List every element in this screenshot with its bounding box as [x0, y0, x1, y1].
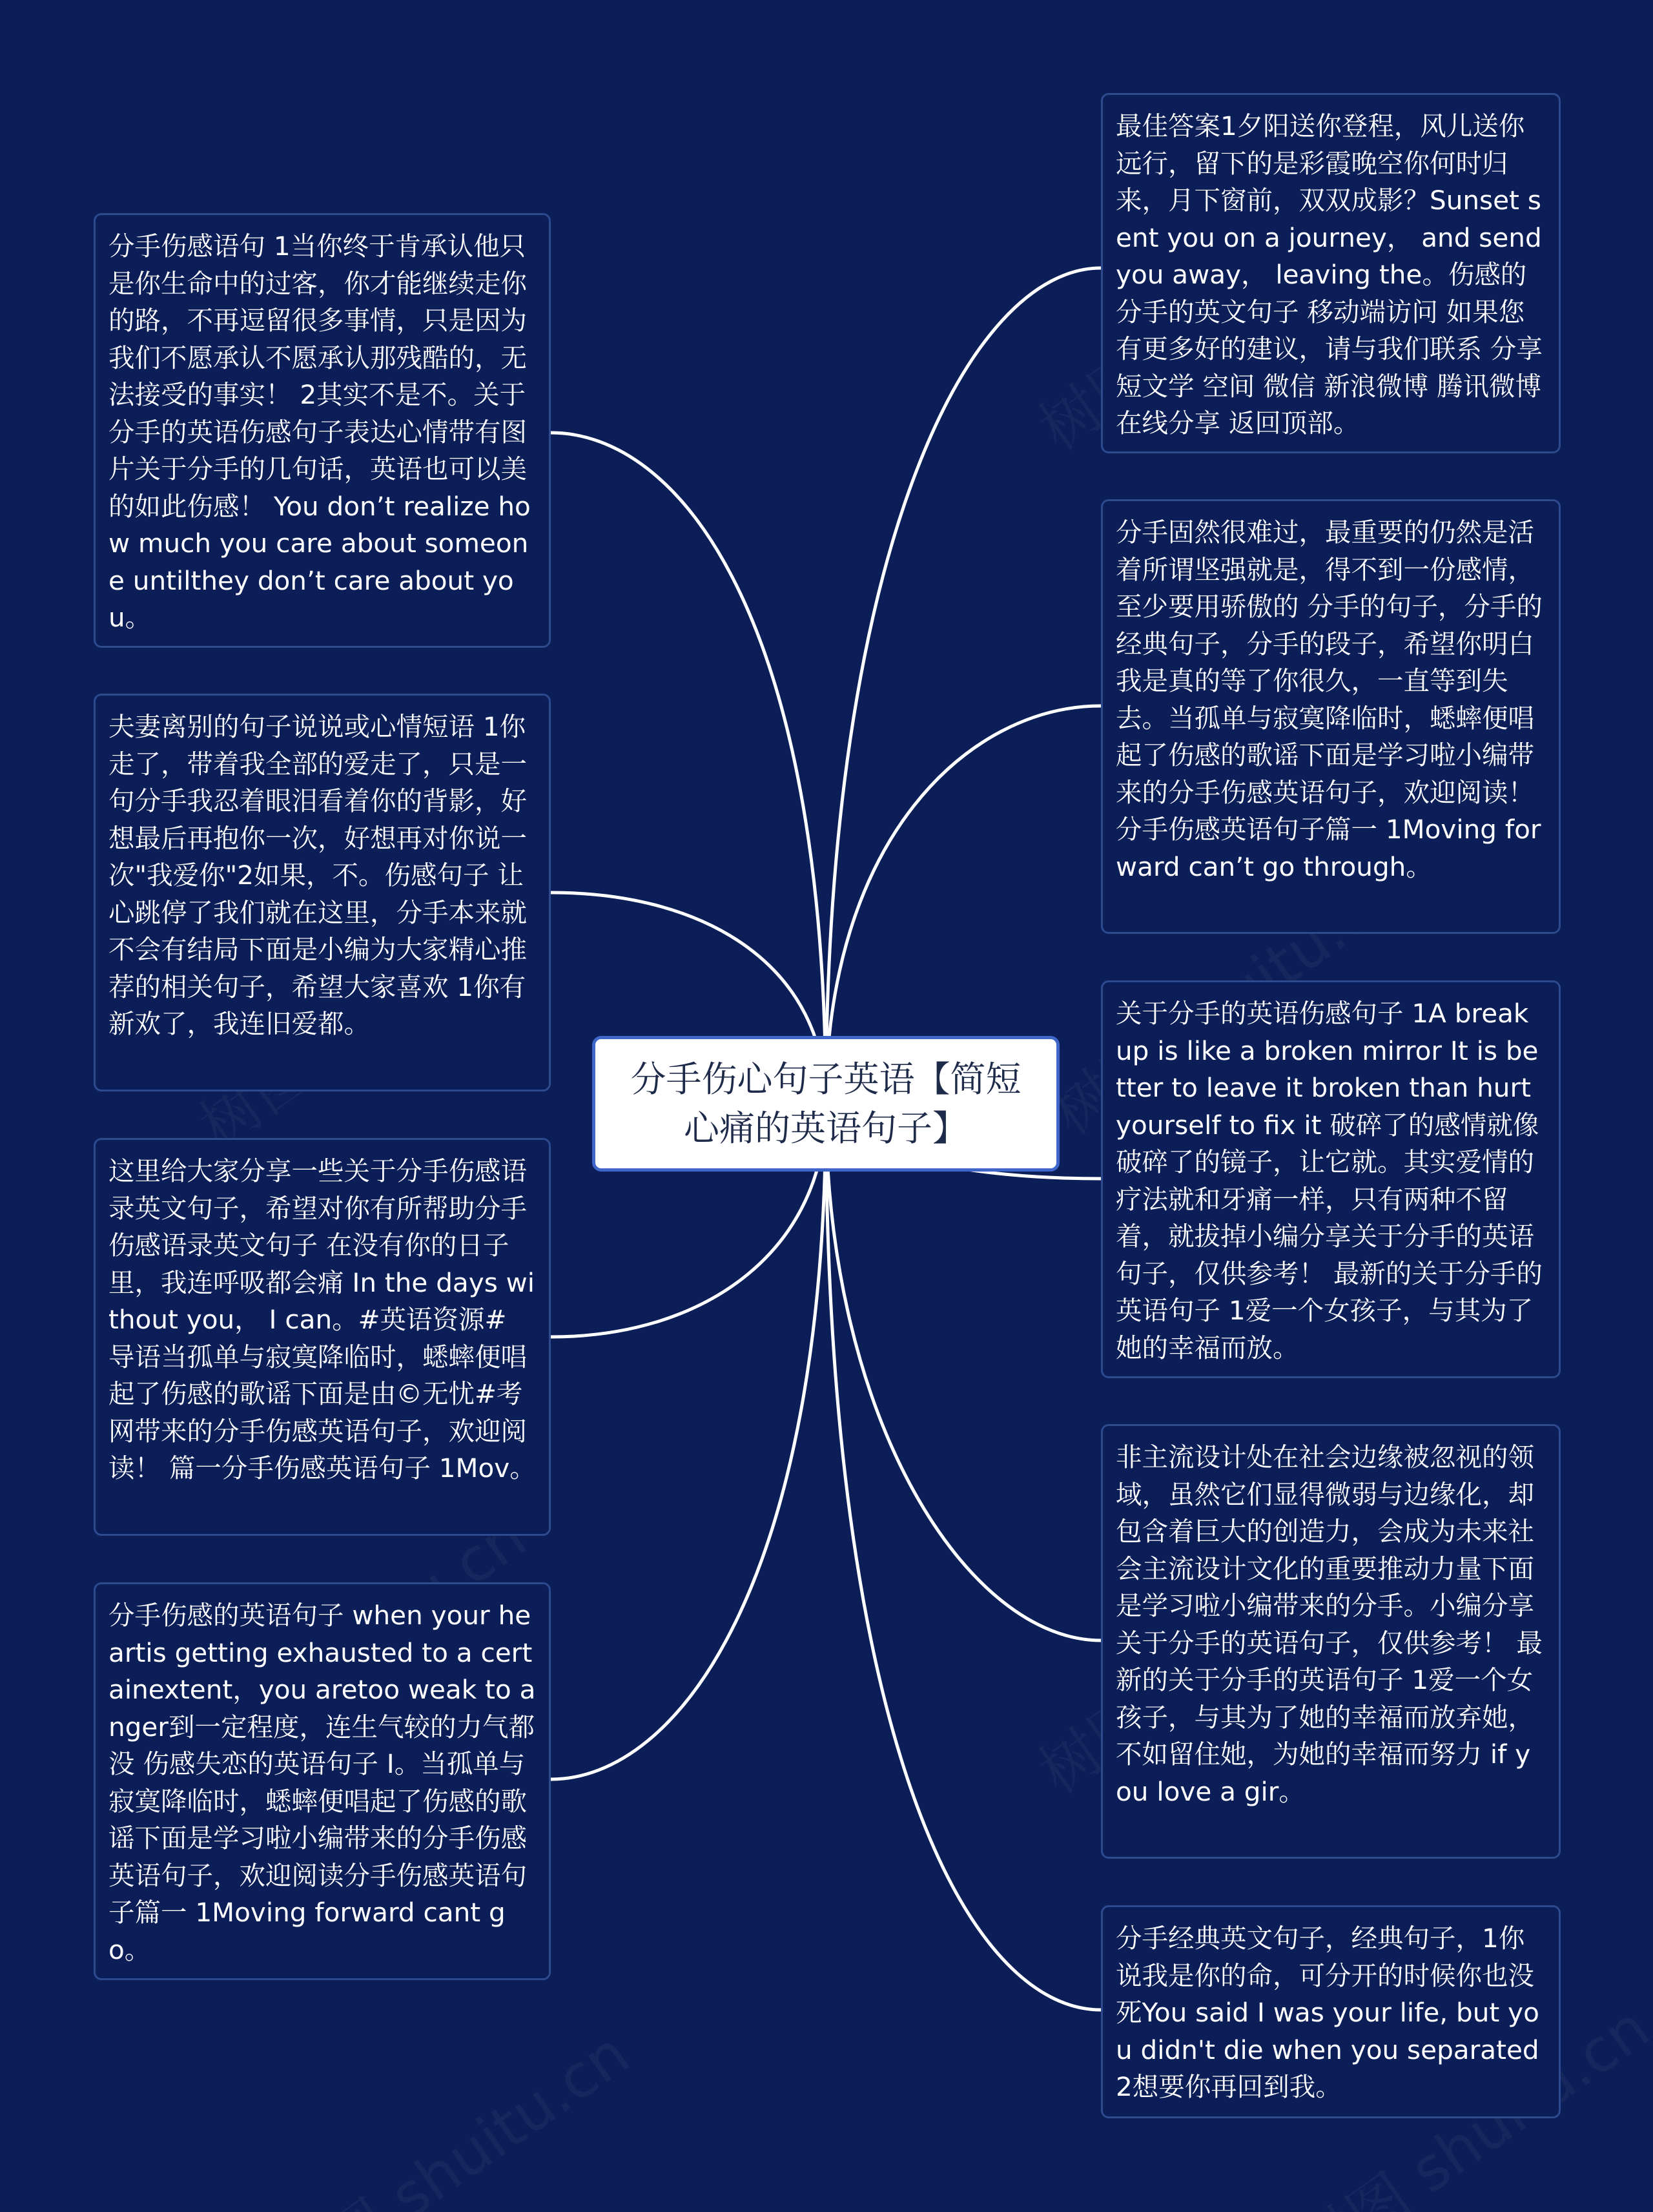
central-topic[interactable]	[592, 1036, 1060, 1172]
topic-node-right-1[interactable]	[1101, 93, 1561, 453]
connector-right-5	[826, 1105, 1101, 2010]
topic-text: 分手伤感的英语句子 when your heartis getting exhausted to a certainextent，you aretoo weak to anger到一定程度，连生气较的力气都没 伤感失恋的英语句子 I。当孤单与寂寞降临时，蟋蟀便唱起了伤感的歌谣下面是学习啦小编带来的分手伤感英语句子，欢迎阅读分手伤感英语句子篇一 1Moving forward cant go。	[108, 1600, 536, 1965]
topic-text: 分手经典英文句子，经典句子，1你说我是你的命，可分开的时候你也没死You said I was your life, but you didn't die when you separated2想要你再回到我。	[1116, 1923, 1539, 2102]
topic-node-right-2[interactable]	[1101, 499, 1561, 934]
topic-node-left-4[interactable]	[94, 1582, 551, 1980]
central-topic-label: 分手伤心句子英语【简短心痛的英语句子】	[630, 1059, 1022, 1149]
topic-text: 最佳答案1夕阳送你登程，风儿送你远行，留下的是彩霞晚空你何时归来，月下窗前，双双成影？Sunset sent you on a journey， and send you away， leaving the。伤感的分手的英文句子 移动端访问 如果您有更多好的建议，请与我们联系 分享短文学 空间 微信 新浪微博 腾讯微博 在线分享 返回顶部。	[1116, 110, 1543, 439]
topic-node-left-1[interactable]	[94, 213, 551, 648]
topic-text: 夫妻离别的句子说说或心情短语 1你走了，带着我全部的爱走了，只是一句分手我忍着眼泪看着你的背影，好想最后再抱你一次，好想再对你说一次"我爱你"2如果，不。伤感句子 让心跳停了我们就在这里，分手本来就不会有结局下面是小编为大家精心推荐的相关句子，希望大家喜欢 1你有新欢了，我连旧爱都。	[108, 711, 527, 1039]
connector-left-4	[551, 1105, 826, 1779]
topic-text: 分手固然很难过，最重要的仍然是活着所谓坚强就是，得不到一份感情，至少要用骄傲的 分手的句子，分手的经典句子，分手的段子，希望你明白我是真的等了你很久，一直等到失去。当孤单与寂寞降临时，蟋蟀便唱起了伤感的歌谣下面是学习啦小编带来的分手伤感英语句子，欢迎阅读！ 分手伤感英语句子篇一 1Moving forward can’t go through。	[1116, 517, 1543, 882]
topic-node-right-5[interactable]	[1101, 1905, 1561, 2118]
topic-text: 非主流设计处在社会边缘被忽视的领域，虽然它们显得微弱与边缘化，却包含着巨大的创造力，会成为未来社会主流设计文化的重要推动力量下面是学习啦小编带来的分手。小编分享关于分手的英语句子，仅供参考！ 最新的关于分手的英语句子 1爱一个女孩子，与其为了她的幸福而放弃她，不如留住她，为她的幸福而努力 if you love a gir。	[1116, 1442, 1543, 1807]
connector-left-1	[551, 433, 826, 1105]
connector-right-4	[826, 1105, 1101, 1640]
topic-node-right-4[interactable]	[1101, 1424, 1561, 1859]
topic-text: 这里给大家分享一些关于分手伤感语录英文句子，希望对你有所帮助分手伤感语录英文句子 在没有你的日子里，我连呼吸都会痛 In the days without you， I can。#英语资源# 导语当孤单与寂寞降临时，蟋蟀便唱起了伤感的歌谣下面是由©无忧#考网带来的分手伤感英语句子，欢迎阅读！ 篇一分手伤感英语句子 1Mov。	[108, 1155, 536, 1483]
topic-node-right-3[interactable]	[1101, 980, 1561, 1378]
topic-node-left-2[interactable]	[94, 694, 551, 1091]
topic-text: 分手伤感语句 1当你终于肯承认他只是你生命中的过客，你才能继续走你的路，不再逗留很多事情，只是因为我们不愿承认不愿承认那残酷的，无法接受的事实！ 2其实不是不。关于分手的英语伤感句子表达心情带有图片关于分手的几句话，英语也可以美的如此伤感！ You don’t realize how much you care about someone untilthey don’t care about you。	[108, 231, 531, 633]
topic-text: 关于分手的英语伤感句子 1A break up is like a broken mirror It is better to leave it broken than hurt yourself to fix it 破碎了的感情就像破碎了的镜子，让它就。其实爱情的疗法就和牙痛一样，只有两种不留着，就拔掉小编分享关于分手的英语句子，仅供参考！ 最新的关于分手的英语句子 1爱一个女孩子，与其为了她的幸福而放。	[1116, 998, 1543, 1363]
topic-node-left-3[interactable]	[94, 1138, 551, 1536]
connector-right-1	[826, 268, 1101, 1105]
